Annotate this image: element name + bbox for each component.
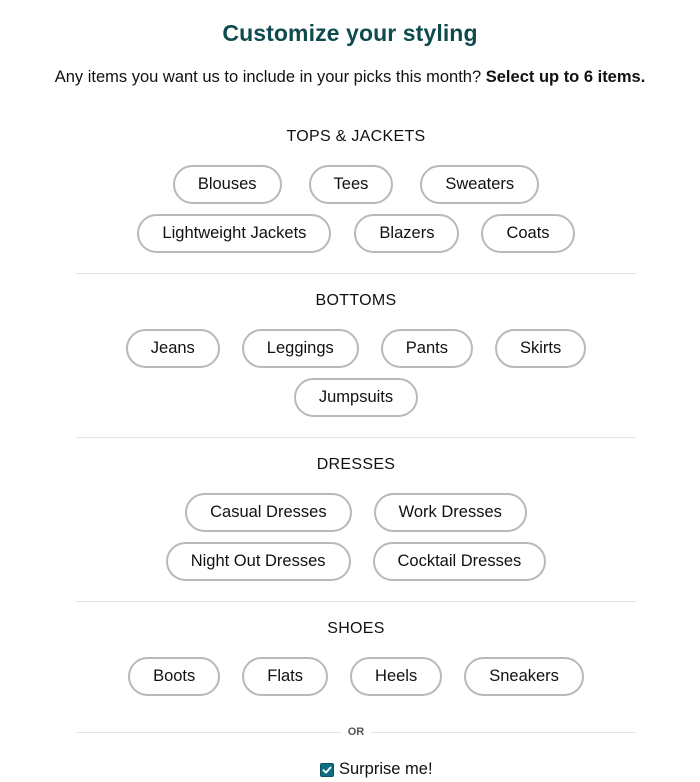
chip-row: [76, 378, 636, 417]
chip-lightweight-jackets[interactable]: Lightweight Jackets: [137, 214, 331, 253]
surprise-me-checkbox[interactable]: [320, 763, 334, 777]
section-title: BOTTOMS: [315, 292, 397, 309]
chip-cocktail-dresses[interactable]: Cocktail Dresses: [373, 542, 547, 581]
chip-casual-dresses[interactable]: Casual Dresses: [185, 493, 351, 532]
chip-row: [76, 493, 636, 532]
subtitle-emphasis: Select up to 6 items.: [485, 68, 646, 86]
chip-sneakers[interactable]: Sneakers: [464, 657, 584, 696]
or-separator: [76, 724, 636, 740]
chip-work-dresses[interactable]: Work Dresses: [374, 493, 527, 532]
chip-heels[interactable]: Heels: [350, 657, 442, 696]
chip-blouses[interactable]: Blouses: [173, 165, 282, 204]
chip-leggings[interactable]: Leggings: [242, 329, 359, 368]
chip-blazers[interactable]: Blazers: [354, 214, 459, 253]
section-tops-jackets: [76, 126, 636, 253]
section-bottoms: [76, 290, 636, 417]
page-title: Customize your styling: [222, 20, 478, 46]
or-text: OR: [347, 726, 365, 738]
chip-jeans[interactable]: Jeans: [126, 329, 220, 368]
section-shoes: [76, 618, 636, 696]
chip-row: [76, 542, 636, 581]
chip-jumpsuits[interactable]: Jumpsuits: [294, 378, 418, 417]
chip-row: [76, 657, 636, 696]
surprise-me-option[interactable]: [320, 760, 433, 779]
chip-tees[interactable]: Tees: [309, 165, 394, 204]
chip-coats[interactable]: Coats: [481, 214, 574, 253]
chip-sweaters[interactable]: Sweaters: [420, 165, 539, 204]
chip-row: [76, 214, 636, 253]
page-subtitle: [0, 68, 700, 87]
checkmark-icon: [322, 765, 332, 775]
section-dresses: [76, 454, 636, 581]
section-divider: [76, 273, 636, 274]
section-title: TOPS & JACKETS: [286, 128, 426, 145]
section-divider: [76, 601, 636, 602]
or-line-right: [371, 732, 636, 733]
chip-flats[interactable]: Flats: [242, 657, 328, 696]
section-title: DRESSES: [316, 456, 396, 473]
chip-boots[interactable]: Boots: [128, 657, 220, 696]
chip-row: [76, 329, 636, 368]
chip-pants[interactable]: Pants: [381, 329, 473, 368]
section-title: SHOES: [327, 620, 385, 637]
section-divider: [76, 437, 636, 438]
subtitle-text: Any items you want us to include in your picks this month?: [54, 68, 486, 86]
surprise-me-label: Surprise me!: [339, 760, 433, 778]
chip-skirts[interactable]: Skirts: [495, 329, 586, 368]
chip-row: [76, 165, 636, 204]
chip-night-out-dresses[interactable]: Night Out Dresses: [166, 542, 351, 581]
